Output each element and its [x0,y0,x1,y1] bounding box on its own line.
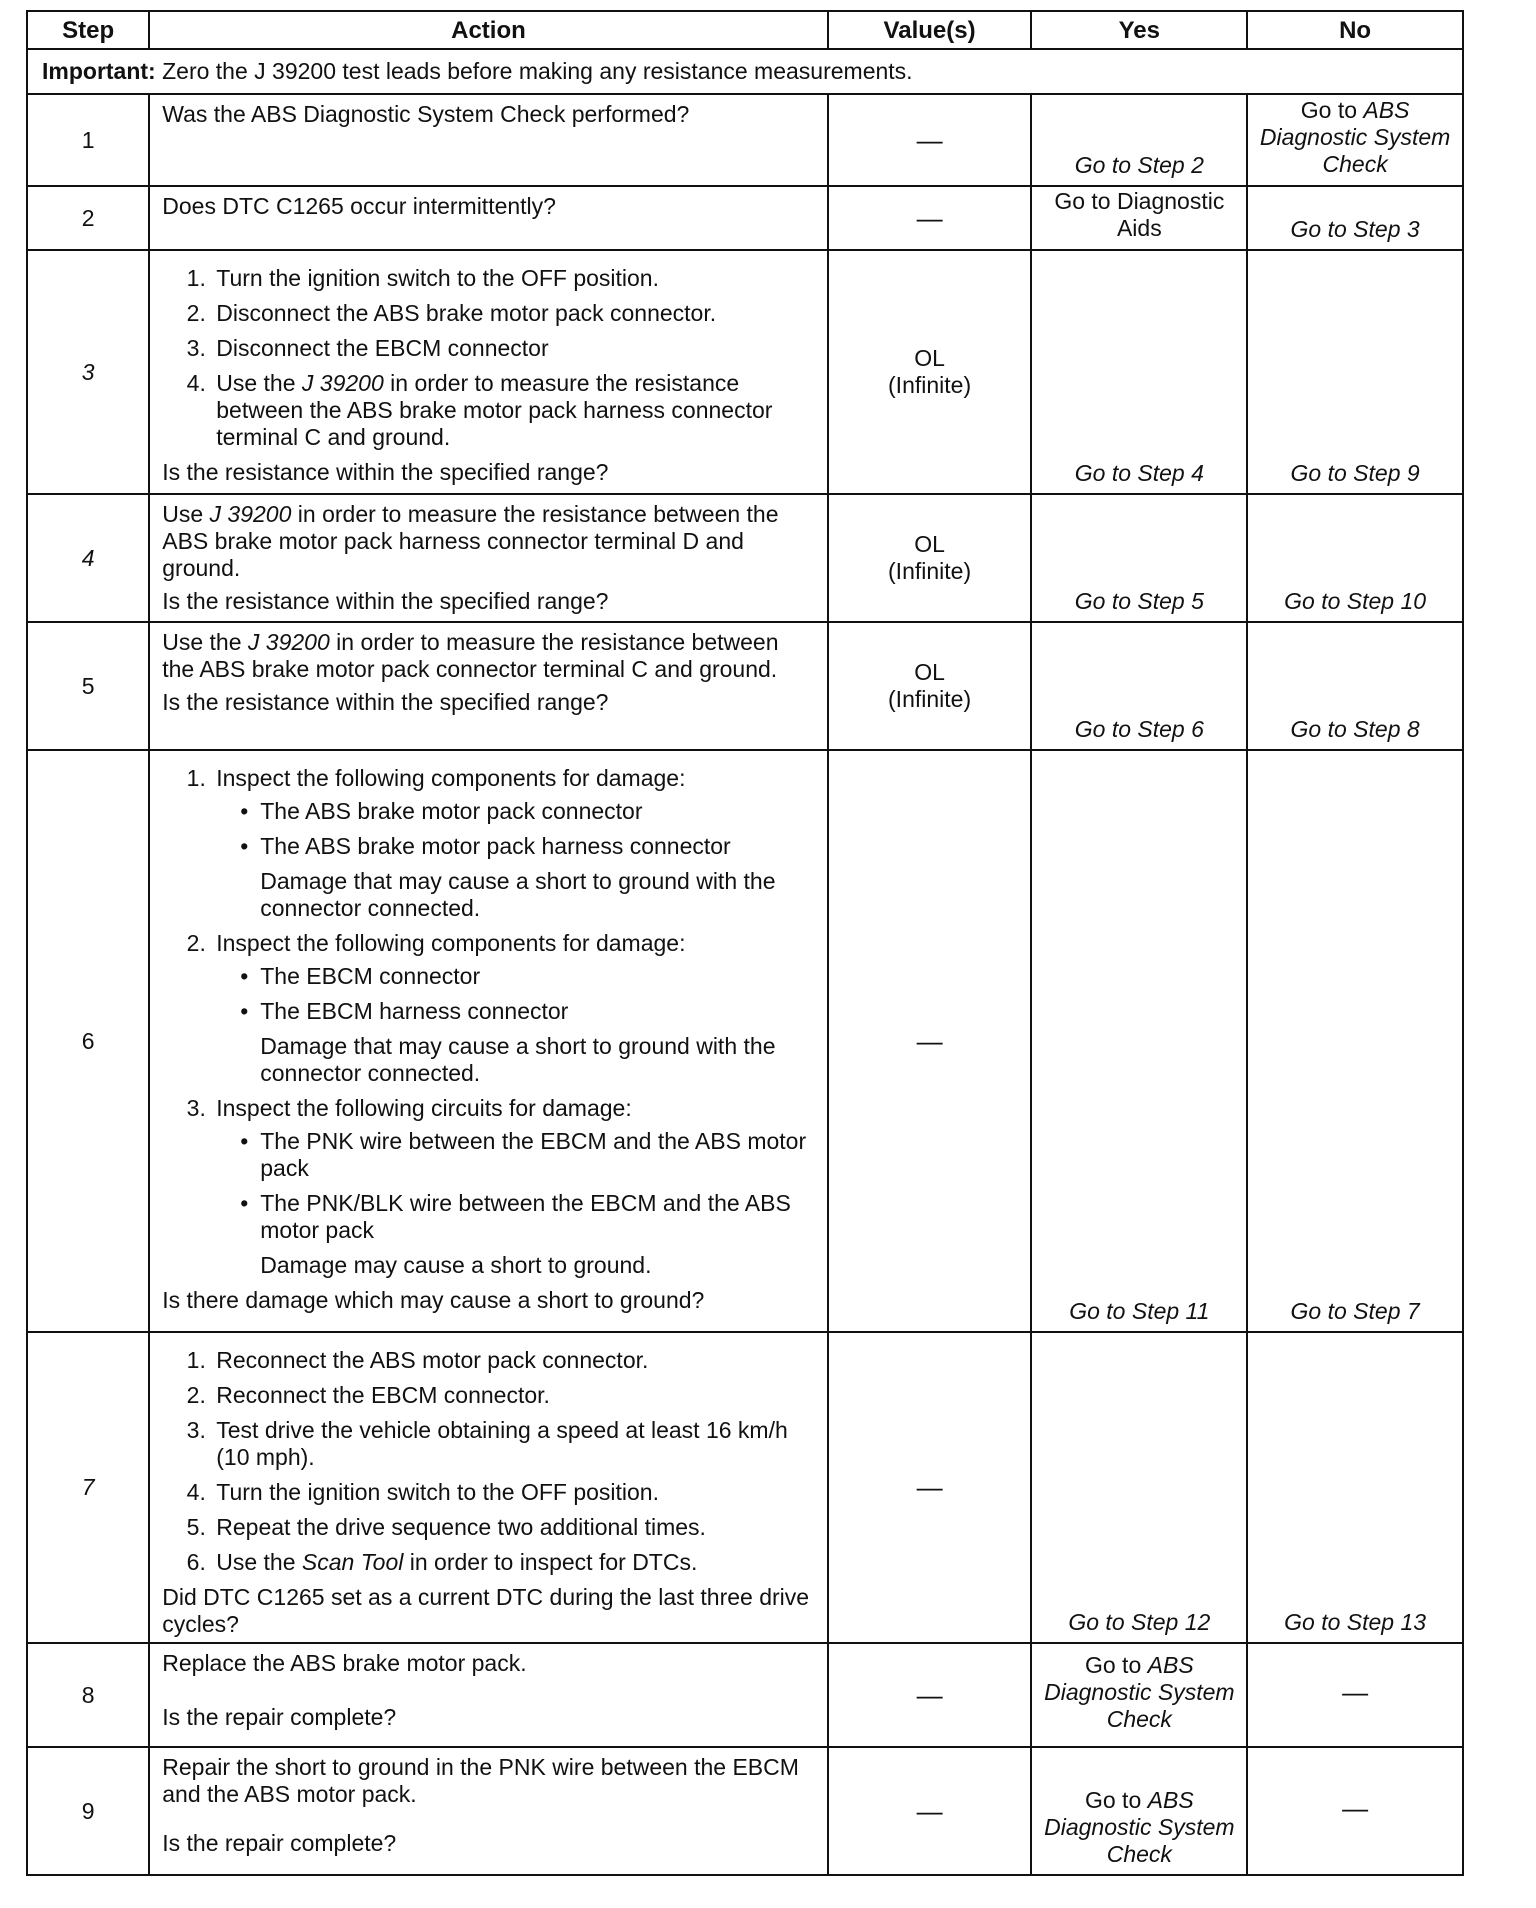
table-row [27,1332,1463,1643]
value-cell: — [828,94,1032,186]
tool-name: J 39200 [301,370,384,396]
step-number: 5 [27,622,149,750]
header-values: Value(s) [828,11,1032,49]
action-cell [149,1747,827,1875]
bullet-item: • The PNK wire between the EBCM and the ABS motor pack [240,1128,816,1182]
important-note [27,49,1463,94]
text-part: Use [162,501,210,527]
step-number: 7 [27,1332,149,1643]
yes-cell: Go to Step 12 [1031,1332,1247,1643]
no-cell: — [1247,1643,1463,1747]
step-number: 3 [27,250,149,494]
damage-note: Damage that may cause a short to ground with the connector connected. [260,868,776,921]
action-cell [149,750,827,1332]
action-cell [149,250,827,494]
yes-cell [1031,1643,1247,1747]
action-steps [162,1347,816,1576]
value-cell [828,622,1032,750]
action-question: Is there damage which may cause a short to ground? [162,1287,705,1313]
text-part: in order to measure the resistance between the ABS brake motor pack harness connector terminal C and ground. [216,370,773,450]
value-cell: — [828,1747,1032,1875]
tool-name: J 39200 [247,629,330,655]
list-item: 3. Disconnect the EBCM connector [212,335,816,362]
text-part: Use the [216,1549,302,1575]
list-item-text: Inspect the following circuits for damage: [216,1095,632,1121]
text-part: in order to measure the resistance between the ABS brake motor pack connector terminal C and ground. [162,629,779,682]
action-text: Replace the ABS brake motor pack. [162,1650,527,1676]
yes-cell: Go to Step 4 [1031,250,1247,494]
no-cell: Go to Step 10 [1247,494,1463,622]
bullet-list [216,1128,816,1244]
yes-cell: Go to Step 5 [1031,494,1247,622]
tool-name: Scan Tool [301,1549,404,1575]
table-row [27,1643,1463,1747]
header-step: Step [27,11,149,49]
important-label: Important: [42,58,156,84]
diagnostic-procedure-sheet [26,10,1464,1876]
list-item: 1. Turn the ignition switch to the OFF position. [212,265,816,292]
yes-cell: Go to Step 11 [1031,750,1247,1332]
table-row [27,622,1463,750]
yes-cell: Go to Step 2 [1031,94,1247,186]
text-part: Use the [162,629,248,655]
no-cell: — [1247,1747,1463,1875]
value-cell [828,494,1032,622]
action-text [162,501,816,582]
yes-prefix: Go to [1084,1651,1148,1678]
action-text [162,629,816,683]
damage-note: Damage that may cause a short to ground with the connector connected. [260,1033,776,1086]
step-number: 8 [27,1643,149,1747]
value-line: (Infinite) [888,686,972,712]
no-link: ABS Diagnostic System Check [1259,96,1451,177]
bullet-item: • The PNK/BLK wire between the EBCM and the ABS motor pack [240,1190,816,1244]
step-number: 4 [27,494,149,622]
step-number: 9 [27,1747,149,1875]
action-question: Is the repair complete? [162,1704,397,1730]
action-steps [162,265,816,451]
yes-cell: Go to Step 6 [1031,622,1247,750]
important-text: Zero the J 39200 test leads before making any resistance measurements. [155,58,913,84]
list-item [212,1549,816,1576]
no-cell: Go to Step 13 [1247,1332,1463,1643]
action-question: Is the repair complete? [162,1830,397,1856]
action-cell [149,94,827,186]
step-number: 2 [27,186,149,250]
bullet-item: • The ABS brake motor pack harness connector [240,833,816,860]
action-question: Is the resistance within the specified range? [162,459,609,485]
list-item: 5. Repeat the drive sequence two additional times. [212,1514,816,1541]
header-no: No [1247,11,1463,49]
step-number: 1 [27,94,149,186]
list-item: 4. Turn the ignition switch to the OFF position. [212,1479,816,1506]
tool-name: J 39200 [209,501,292,527]
action-cell [149,1332,827,1643]
bullet-list [216,963,816,1025]
action-cell [149,494,827,622]
header-action: Action [149,11,827,49]
value-cell [828,250,1032,494]
action-question: Is the resistance within the specified range? [162,689,609,715]
list-item [212,1095,816,1279]
table-row [27,250,1463,494]
text-part: in order to inspect for DTCs. [403,1549,698,1575]
damage-note: Damage may cause a short to ground. [260,1252,652,1278]
action-steps [162,765,816,1279]
list-item-text: Inspect the following components for damage: [216,765,686,791]
list-item-text: Inspect the following components for damage: [216,930,686,956]
value-cell: — [828,1643,1032,1747]
action-question: Does DTC C1265 occur intermittently? [162,193,556,219]
table-row [27,750,1463,1332]
value-cell: — [828,750,1032,1332]
header-yes: Yes [1031,11,1247,49]
text-part: Use the [216,370,302,396]
no-cell: Go to Step 3 [1247,186,1463,250]
bullet-item: • The ABS brake motor pack connector [240,798,816,825]
diagnostic-table [26,10,1464,1876]
table-row [27,1747,1463,1875]
table-row [27,186,1463,250]
action-text: Repair the short to ground in the PNK wire between the EBCM and the ABS motor pack. [162,1754,799,1807]
no-cell: Go to Step 9 [1247,250,1463,494]
action-cell [149,622,827,750]
action-question: Was the ABS Diagnostic System Check performed? [162,101,690,127]
bullet-item: • The EBCM harness connector [240,998,816,1025]
list-item [212,370,816,451]
list-item [212,930,816,1087]
value-line: OL [914,531,945,557]
list-item: 2. Disconnect the ABS brake motor pack connector. [212,300,816,327]
value-line: (Infinite) [888,372,972,398]
list-item: 3. Test drive the vehicle obtaining a speed at least 16 km/h (10 mph). [212,1417,816,1471]
value-line: (Infinite) [888,558,972,584]
list-item: 2. Reconnect the EBCM connector. [212,1382,816,1409]
yes-cell: Go to Diagnostic Aids [1031,186,1247,250]
bullet-list [216,798,816,860]
value-cell: — [828,1332,1032,1643]
text-part: in order to measure the resistance between the ABS brake motor pack harness connector terminal D and ground. [162,501,779,581]
bullet-item: • The EBCM connector [240,963,816,990]
table-row [27,494,1463,622]
step-number: 6 [27,750,149,1332]
action-cell [149,186,827,250]
no-prefix: Go to [1300,96,1364,123]
no-cell: Go to Step 8 [1247,622,1463,750]
action-question: Is the resistance within the specified range? [162,588,609,614]
action-question: Did DTC C1265 set as a current DTC during the last three drive cycles? [162,1584,810,1637]
table-row [27,94,1463,186]
no-cell: Go to Step 7 [1247,750,1463,1332]
value-cell: — [828,186,1032,250]
list-item: 1. Reconnect the ABS motor pack connector. [212,1347,816,1374]
yes-cell [1031,1747,1247,1875]
yes-prefix: Go to [1084,1787,1148,1813]
list-item [212,765,816,922]
yes-link: ABS Diagnostic System Check [1044,1651,1235,1732]
value-line: OL [914,345,945,371]
action-cell [149,1643,827,1747]
yes-link: ABS Diagnostic System Check [1044,1787,1235,1867]
important-note-row [27,49,1463,94]
no-cell [1247,94,1463,186]
value-line: OL [914,659,945,685]
header-row [27,11,1463,49]
